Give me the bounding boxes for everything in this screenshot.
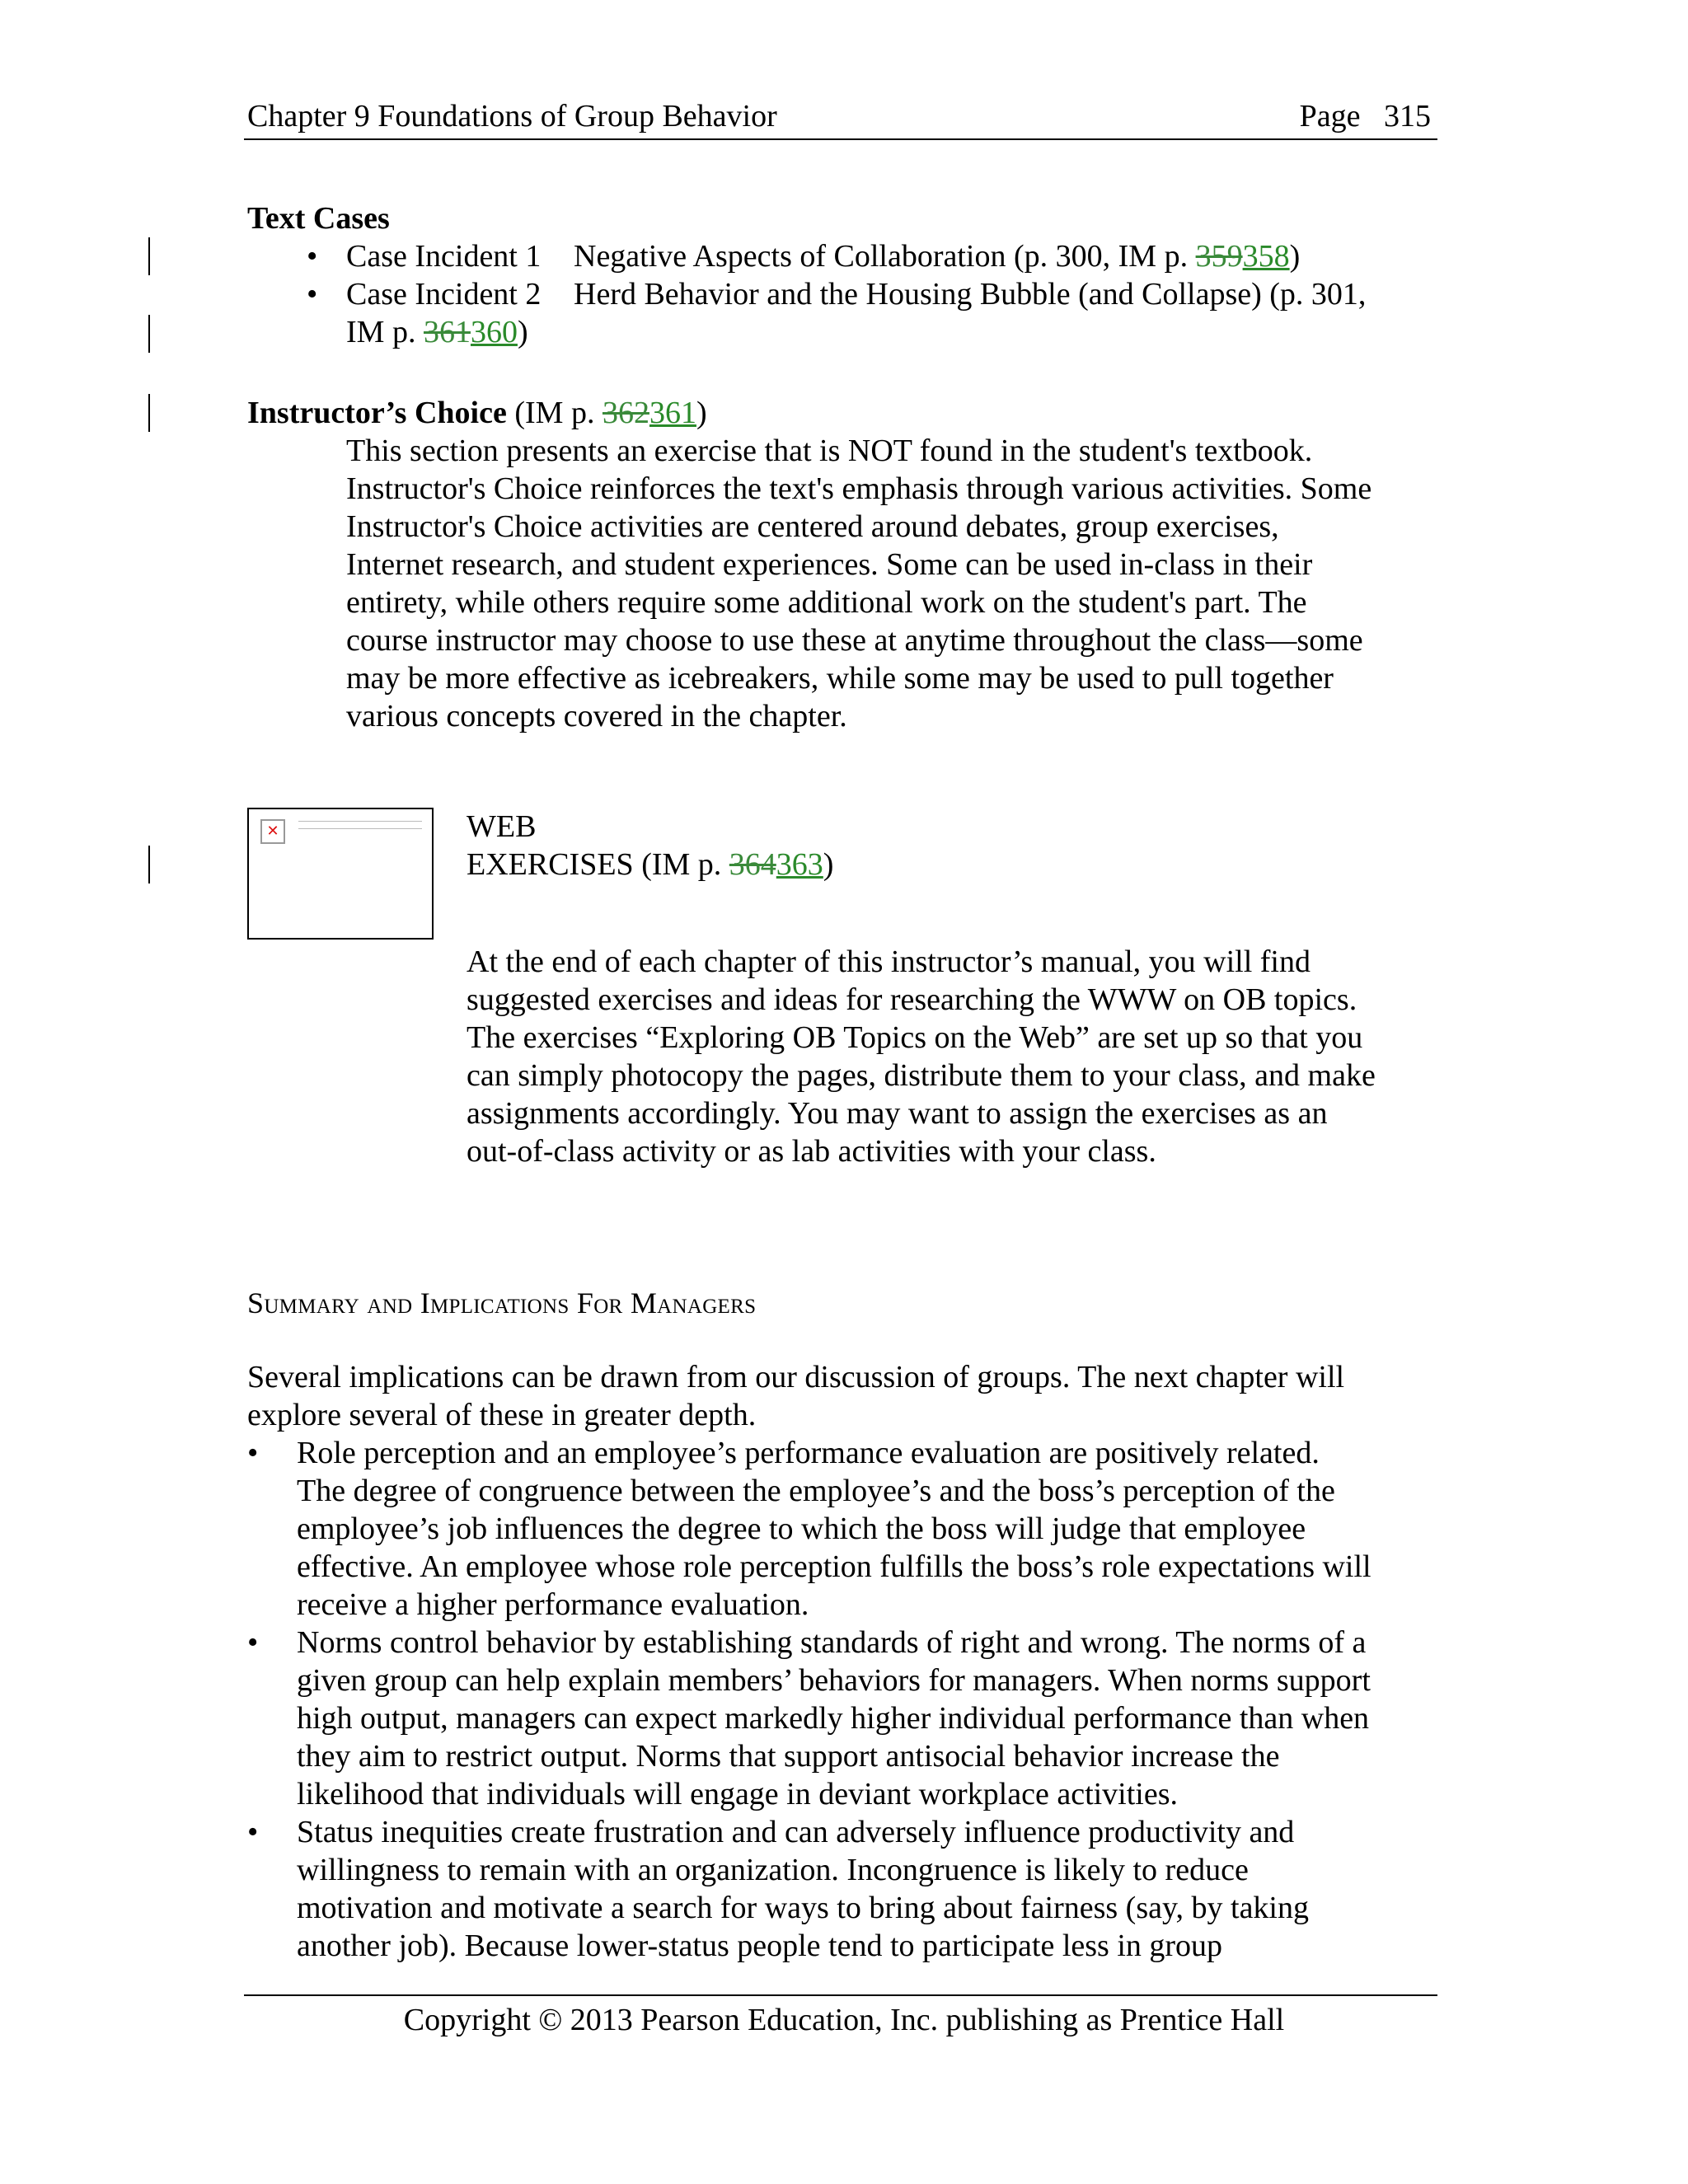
- list-item: [307, 237, 1444, 275]
- text-line: effective. An employee whose role perception fulfills the boss’s role expectations will: [297, 1549, 1372, 1584]
- header-divider: [244, 138, 1437, 140]
- list-item: [307, 275, 1444, 351]
- text-line: out-of-class activity or as lab activities with your class.: [467, 1134, 1156, 1169]
- image-error-text-lines: [298, 821, 422, 829]
- web-title-line: [467, 846, 833, 883]
- text-line: assignments accordingly. You may want to assign the exercises as an: [467, 1096, 1328, 1131]
- list-item: [247, 1624, 1442, 1813]
- text-line: explore several of these in greater depth.: [247, 1398, 757, 1432]
- case-label: Case Incident 1: [346, 239, 542, 274]
- inserted-page-number: 358: [1242, 239, 1290, 274]
- closing-paren: ): [1289, 239, 1301, 274]
- section-heading-summary: Summary and Implications For Managers: [247, 1286, 757, 1319]
- deleted-page-number: 364: [729, 847, 776, 882]
- case-incident-list: [307, 237, 1444, 351]
- text-line: Internet research, and student experiences. Some can be used in-class in their: [346, 547, 1313, 582]
- web-exercises-paragraph: [467, 943, 1456, 1170]
- text-line: Status inequities create frustration and can adversely influence productivity and: [297, 1815, 1295, 1849]
- running-header-chapter: Chapter 9 Foundations of Group Behavior: [247, 99, 777, 134]
- text-line: At the end of each chapter of this instructor’s manual, you will find: [467, 944, 1311, 979]
- instructors-choice-paragraph: [346, 432, 1442, 735]
- text-line: Instructor's Choice reinforces the text's emphasis through various activities. Some: [346, 471, 1372, 506]
- revision-change-bar: [148, 394, 150, 432]
- text-line: The degree of congruence between the employee’s and the boss’s perception of the: [297, 1474, 1335, 1508]
- ref-prefix: (IM p.: [506, 396, 603, 430]
- text-line: another job). Because lower-status people tend to participate less in group: [297, 1929, 1223, 1963]
- text-line: This section presents an exercise that is NOT found in the student's textbook.: [346, 434, 1313, 468]
- text-line: The exercises “Exploring OB Topics on the Web” are set up so that you: [467, 1020, 1363, 1055]
- closing-paren: ): [823, 847, 834, 882]
- case-label: Case Incident 2: [346, 277, 542, 312]
- inserted-page-number: 363: [776, 847, 823, 882]
- text-line: suggested exercises and ideas for researching the WWW on OB topics.: [467, 982, 1357, 1017]
- text-line: receive a higher performance evaluation.: [297, 1587, 809, 1622]
- bullet-icon: •: [307, 239, 318, 274]
- deleted-page-number: 359: [1195, 239, 1243, 274]
- section-heading-text-cases: Text Cases: [247, 201, 390, 236]
- case-title: Herd Behavior and the Housing Bubble (and Collapse) (p. 301,: [574, 277, 1367, 312]
- implications-list: [247, 1434, 1442, 1965]
- list-item: [247, 1434, 1442, 1624]
- broken-image-icon: ✕: [260, 819, 285, 844]
- bullet-icon: •: [247, 1815, 259, 1849]
- deleted-page-number: 361: [423, 315, 471, 349]
- inserted-page-number: 361: [649, 396, 696, 430]
- list-item: [247, 1813, 1442, 1965]
- revision-change-bar: [148, 846, 150, 883]
- text-line: motivation and motivate a search for ways to bring about fairness (say, by taking: [297, 1891, 1309, 1925]
- web-title-line: WEB: [467, 809, 537, 844]
- text-line: likelihood that individuals will engage in deviant workplace activities.: [297, 1777, 1179, 1811]
- revision-change-bar: [148, 315, 150, 353]
- inserted-page-number: 360: [470, 315, 518, 349]
- web-ref-prefix: EXERCISES (IM p.: [467, 847, 729, 882]
- closing-paren: ): [696, 396, 707, 430]
- text-line: various concepts covered in the chapter.: [346, 699, 847, 733]
- case-title: Negative Aspects of Collaboration (p. 300, IM p.: [574, 239, 1196, 274]
- running-header-page-number: Page 315: [1299, 99, 1431, 134]
- text-line: Several implications can be drawn from our discussion of groups. The next chapter will: [247, 1360, 1345, 1394]
- deleted-page-number: 362: [602, 396, 649, 430]
- copyright-footer: Copyright © 2013 Pearson Education, Inc. publishing as Prentice Hall: [403, 2003, 1285, 2037]
- broken-image-placeholder: [247, 808, 434, 940]
- bullet-icon: •: [247, 1436, 259, 1470]
- text-line: employee’s job influences the degree to which the boss will judge that employee: [297, 1511, 1306, 1546]
- text-line: Role perception and an employee’s performance evaluation are positively related.: [297, 1436, 1320, 1470]
- text-line: may be more effective as icebreakers, while some may be used to pull together: [346, 661, 1334, 696]
- revision-change-bar: [148, 237, 150, 275]
- closing-paren: ): [517, 315, 528, 349]
- section-heading-web-exercises: [467, 808, 833, 883]
- summary-intro-paragraph: [247, 1358, 1442, 1434]
- section-heading-instructors-choice: [247, 394, 707, 432]
- text-line: can simply photocopy the pages, distribute them to your class, and make: [467, 1058, 1376, 1093]
- bullet-icon: •: [247, 1625, 259, 1660]
- instructors-choice-title: Instructor’s Choice: [247, 396, 507, 430]
- text-line: they aim to restrict output. Norms that support antisocial behavior increase the: [297, 1739, 1280, 1774]
- text-line: willingness to remain with an organization. Incongruence is likely to reduce: [297, 1853, 1249, 1887]
- text-line: Norms control behavior by establishing standards of right and wrong. The norms of a: [297, 1625, 1367, 1660]
- text-line: entirety, while others require some additional work on the student's part. The: [346, 585, 1307, 620]
- text-line: course instructor may choose to use these at anytime throughout the class—some: [346, 623, 1363, 658]
- text-line: Instructor's Choice activities are centered around debates, group exercises,: [346, 509, 1279, 544]
- footer-divider: [244, 1994, 1437, 1996]
- case-page-prefix: IM p.: [346, 315, 424, 349]
- text-line: high output, managers can expect markedly higher individual performance than when: [297, 1701, 1370, 1736]
- bullet-icon: •: [307, 277, 318, 312]
- text-line: given group can help explain members’ behaviors for managers. When norms support: [297, 1663, 1371, 1698]
